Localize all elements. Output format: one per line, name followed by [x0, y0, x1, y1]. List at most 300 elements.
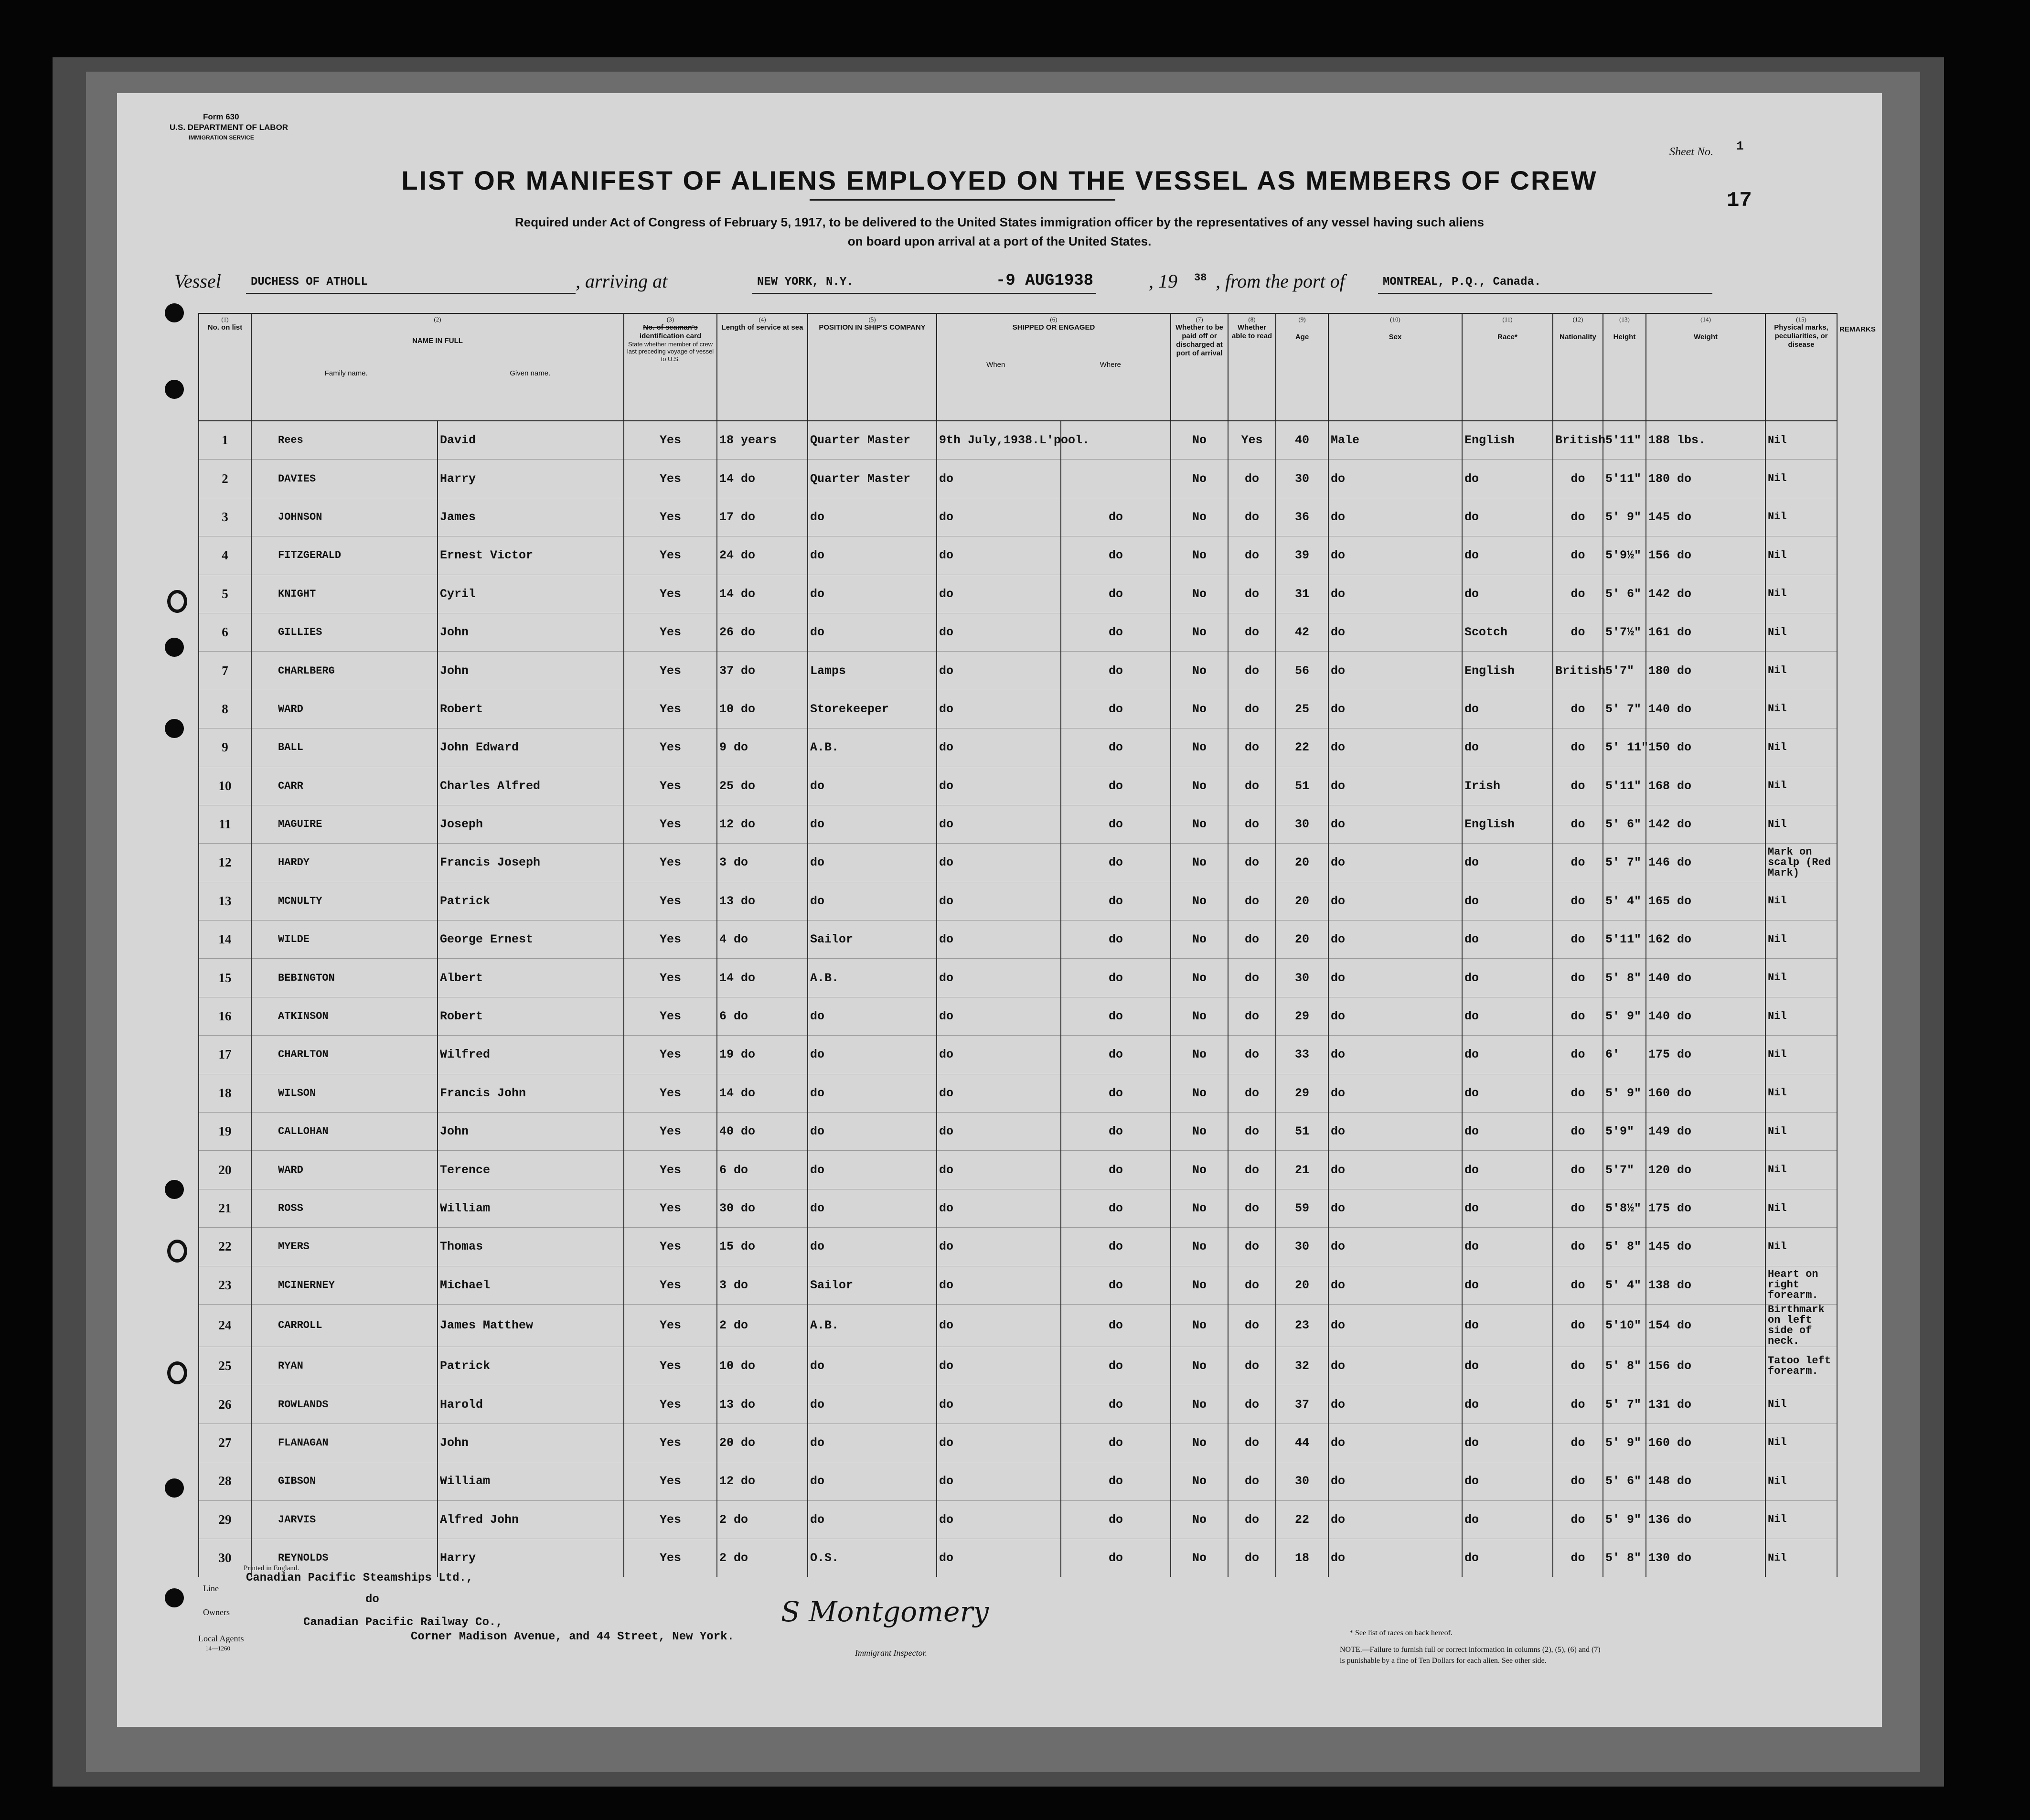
- family-name: CHARLBERG: [251, 652, 438, 690]
- punch-hole: [165, 380, 184, 399]
- age: 39: [1276, 536, 1328, 575]
- row-number: 4: [199, 536, 251, 575]
- family-name: MAGUIRE: [251, 805, 438, 843]
- family-name: WILDE: [251, 921, 438, 959]
- sheet-number: 1: [1736, 139, 1744, 153]
- weight: 120 do: [1646, 1151, 1765, 1189]
- col-race-header: (11) Race*: [1462, 313, 1553, 421]
- paid-off: No: [1171, 1266, 1228, 1304]
- given-name: Terence: [438, 1151, 624, 1189]
- family-name: ATKINSON: [251, 997, 438, 1035]
- age: 40: [1276, 421, 1328, 460]
- row-number: 6: [199, 613, 251, 651]
- given-name: John: [438, 613, 624, 651]
- height: 5' 4": [1603, 882, 1646, 920]
- physical-marks: Nil: [1765, 728, 1837, 767]
- shipped-when: do: [937, 1304, 1061, 1347]
- weight: 145 do: [1646, 1228, 1765, 1266]
- height: 5' 9": [1603, 1500, 1646, 1539]
- weight: 142 do: [1646, 575, 1765, 613]
- paid-off: No: [1171, 1113, 1228, 1151]
- page-title: LIST OR MANIFEST OF ALIENS EMPLOYED ON THE VESSEL AS MEMBERS OF CREW: [401, 165, 1598, 195]
- nationality: do: [1553, 1462, 1603, 1500]
- height: 5'11": [1603, 921, 1646, 959]
- sex: do: [1328, 921, 1462, 959]
- family-name: WARD: [251, 690, 438, 728]
- crew-row: [199, 498, 1837, 536]
- weight: 130 do: [1646, 1539, 1765, 1577]
- shipped-when: do: [937, 1228, 1061, 1266]
- position: do: [808, 1036, 937, 1074]
- seaman-card: Yes: [624, 959, 717, 997]
- able-to-read: do: [1228, 1036, 1276, 1074]
- crew-row: [199, 997, 1837, 1035]
- crew-row: [199, 421, 1837, 460]
- weight: 156 do: [1646, 1347, 1765, 1385]
- sex: do: [1328, 997, 1462, 1035]
- race: English: [1462, 421, 1553, 460]
- given-name: John: [438, 1113, 624, 1151]
- able-to-read: do: [1228, 997, 1276, 1035]
- age: 31: [1276, 575, 1328, 613]
- nationality: do: [1553, 498, 1603, 536]
- age: 30: [1276, 460, 1328, 498]
- shipped-when: do: [937, 536, 1061, 575]
- shipped-where: do: [1061, 652, 1171, 690]
- given-name: Harry: [438, 1539, 624, 1577]
- shipped-where: do: [1061, 1424, 1171, 1462]
- col-position-header: (5) POSITION IN SHIP'S COMPANY: [808, 313, 937, 421]
- physical-marks: Nil: [1765, 1036, 1837, 1074]
- shipped-when: do: [937, 959, 1061, 997]
- able-to-read: do: [1228, 1347, 1276, 1385]
- age: 23: [1276, 1304, 1328, 1347]
- length-of-service: 3 do: [717, 844, 808, 882]
- height: 5' 4": [1603, 1266, 1646, 1304]
- given-name: Alfred John: [438, 1500, 624, 1539]
- race: do: [1462, 921, 1553, 959]
- row-number: 5: [199, 575, 251, 613]
- paid-off: No: [1171, 1424, 1228, 1462]
- family-name: RYAN: [251, 1347, 438, 1385]
- inspector-label: Immigrant Inspector.: [855, 1648, 927, 1658]
- row-number: 15: [199, 959, 251, 997]
- age: 25: [1276, 690, 1328, 728]
- row-number: 26: [199, 1385, 251, 1424]
- position: do: [808, 997, 937, 1035]
- seaman-card: Yes: [624, 613, 717, 651]
- crew-row: [199, 1500, 1837, 1539]
- shipped-where: do: [1061, 805, 1171, 843]
- given-name-subheader: Given name.: [510, 369, 551, 377]
- nationality: do: [1553, 575, 1603, 613]
- race: do: [1462, 997, 1553, 1035]
- sex: do: [1328, 1266, 1462, 1304]
- physical-marks: Nil: [1765, 805, 1837, 843]
- height: 5' 8": [1603, 959, 1646, 997]
- position: do: [808, 1113, 937, 1151]
- seaman-card: Yes: [624, 1500, 717, 1539]
- weight: 165 do: [1646, 882, 1765, 920]
- line-value: Canadian Pacific Steamships Ltd.,: [246, 1572, 473, 1584]
- crew-row: [199, 1385, 1837, 1424]
- length-of-service: 25 do: [717, 767, 808, 805]
- race: do: [1462, 575, 1553, 613]
- form-reference: 14—1260: [205, 1645, 230, 1652]
- shipped-when: do: [937, 652, 1061, 690]
- age: 51: [1276, 1113, 1328, 1151]
- seaman-card: Yes: [624, 575, 717, 613]
- age: 37: [1276, 1385, 1328, 1424]
- position: do: [808, 767, 937, 805]
- nationality: do: [1553, 728, 1603, 767]
- crew-row: [199, 844, 1837, 882]
- crew-row: [199, 652, 1837, 690]
- col-sex-header: (10) Sex: [1328, 313, 1462, 421]
- paid-off: No: [1171, 536, 1228, 575]
- race: do: [1462, 1228, 1553, 1266]
- physical-marks: Birthmark on left side of neck.: [1765, 1304, 1837, 1347]
- col-read-header: (8) Whether able to read: [1228, 313, 1276, 421]
- seaman-card: Yes: [624, 498, 717, 536]
- weight: 161 do: [1646, 613, 1765, 651]
- physical-marks: Nil: [1765, 1385, 1837, 1424]
- age: 30: [1276, 805, 1328, 843]
- height: 5'7": [1603, 1151, 1646, 1189]
- length-of-service: 17 do: [717, 498, 808, 536]
- row-number: 27: [199, 1424, 251, 1462]
- physical-marks: Nil: [1765, 613, 1837, 651]
- race: do: [1462, 1074, 1553, 1112]
- physical-marks: Nil: [1765, 536, 1837, 575]
- family-name: HARDY: [251, 844, 438, 882]
- weight: 146 do: [1646, 844, 1765, 882]
- age: 22: [1276, 1500, 1328, 1539]
- seaman-card: Yes: [624, 1113, 717, 1151]
- able-to-read: Yes: [1228, 421, 1276, 460]
- crew-row: [199, 767, 1837, 805]
- able-to-read: do: [1228, 613, 1276, 651]
- punch-hole: [165, 1180, 184, 1199]
- owners-value: do: [365, 1593, 379, 1606]
- sex: do: [1328, 1036, 1462, 1074]
- able-to-read: do: [1228, 652, 1276, 690]
- crew-row: [199, 460, 1837, 498]
- family-name: ROWLANDS: [251, 1385, 438, 1424]
- able-to-read: do: [1228, 1151, 1276, 1189]
- sex: do: [1328, 536, 1462, 575]
- sex: do: [1328, 805, 1462, 843]
- race: do: [1462, 1462, 1553, 1500]
- nationality: do: [1553, 1424, 1603, 1462]
- seaman-card: Yes: [624, 1385, 717, 1424]
- sex: do: [1328, 728, 1462, 767]
- family-name: MCINERNEY: [251, 1266, 438, 1304]
- shipped-when: do: [937, 805, 1061, 843]
- col-weight-header: (14) Weight: [1646, 313, 1765, 421]
- family-name: WARD: [251, 1151, 438, 1189]
- weight: 162 do: [1646, 921, 1765, 959]
- crew-row: [199, 690, 1837, 728]
- paid-off: No: [1171, 997, 1228, 1035]
- age: 20: [1276, 921, 1328, 959]
- sex: do: [1328, 1462, 1462, 1500]
- shipped-when: do: [937, 1462, 1061, 1500]
- shipped-when: do: [937, 1385, 1061, 1424]
- punch-hole: [165, 719, 184, 738]
- position: Quarter Master: [808, 421, 937, 460]
- row-number: 29: [199, 1500, 251, 1539]
- length-of-service: 6 do: [717, 1151, 808, 1189]
- physical-marks: Nil: [1765, 421, 1837, 460]
- seaman-card: Yes: [624, 1228, 717, 1266]
- family-name: MCNULTY: [251, 882, 438, 920]
- weight: 180 do: [1646, 460, 1765, 498]
- sex: do: [1328, 690, 1462, 728]
- sex: do: [1328, 1539, 1462, 1577]
- sheet-label: Sheet No.: [1669, 146, 1713, 158]
- length-of-service: 14 do: [717, 1074, 808, 1112]
- printed-note: Printed in England.: [244, 1564, 299, 1572]
- shipped-when: do: [937, 575, 1061, 613]
- crew-rows: [199, 421, 1837, 1577]
- shipped-when: do: [937, 882, 1061, 920]
- weight: 140 do: [1646, 690, 1765, 728]
- family-name: CARR: [251, 767, 438, 805]
- physical-marks: Tatoo left forearm.: [1765, 1347, 1837, 1385]
- length-of-service: 14 do: [717, 460, 808, 498]
- family-name: KNIGHT: [251, 575, 438, 613]
- given-name: James: [438, 498, 624, 536]
- weight: 131 do: [1646, 1385, 1765, 1424]
- nationality: do: [1553, 1151, 1603, 1189]
- paid-off: No: [1171, 652, 1228, 690]
- race: do: [1462, 690, 1553, 728]
- subtitle-line-2: on board upon arrival at a port of the United States.: [847, 234, 1152, 248]
- shipped-when: do: [937, 844, 1061, 882]
- length-of-service: 10 do: [717, 1347, 808, 1385]
- family-name: CARROLL: [251, 1304, 438, 1347]
- weight: 145 do: [1646, 498, 1765, 536]
- position: do: [808, 1424, 937, 1462]
- nationality: do: [1553, 536, 1603, 575]
- paid-off: No: [1171, 1036, 1228, 1074]
- length-of-service: 6 do: [717, 997, 808, 1035]
- family-name: CALLOHAN: [251, 1113, 438, 1151]
- family-name: BEBINGTON: [251, 959, 438, 997]
- height: 5' 8": [1603, 1539, 1646, 1577]
- row-number: 28: [199, 1462, 251, 1500]
- paid-off: No: [1171, 921, 1228, 959]
- height: 5'7": [1603, 652, 1646, 690]
- shipped-where: do: [1061, 1266, 1171, 1304]
- height: 5'7½": [1603, 613, 1646, 651]
- race: do: [1462, 1266, 1553, 1304]
- physical-marks: Nil: [1765, 460, 1837, 498]
- age: 59: [1276, 1189, 1328, 1227]
- nationality: do: [1553, 1539, 1603, 1577]
- able-to-read: do: [1228, 460, 1276, 498]
- race: English: [1462, 805, 1553, 843]
- binder-ring: [167, 1361, 187, 1384]
- family-name: ROSS: [251, 1189, 438, 1227]
- age: 20: [1276, 1266, 1328, 1304]
- age: 42: [1276, 613, 1328, 651]
- height: 5' 6": [1603, 1462, 1646, 1500]
- position: do: [808, 1189, 937, 1227]
- nationality: British: [1553, 652, 1603, 690]
- physical-marks: Nil: [1765, 767, 1837, 805]
- shipped-where: do: [1061, 1189, 1171, 1227]
- given-name: George Ernest: [438, 921, 624, 959]
- able-to-read: do: [1228, 1113, 1276, 1151]
- vessel-name: DUCHESS OF ATHOLL: [251, 276, 368, 289]
- nationality: do: [1553, 1266, 1603, 1304]
- seaman-card: Yes: [624, 1266, 717, 1304]
- row-number: 30: [199, 1539, 251, 1577]
- length-of-service: 3 do: [717, 1266, 808, 1304]
- shipped-when: do: [937, 1189, 1061, 1227]
- crew-row: [199, 805, 1837, 843]
- shipped-when: do: [937, 498, 1061, 536]
- family-name: JARVIS: [251, 1500, 438, 1539]
- seaman-card: Yes: [624, 690, 717, 728]
- shipped-when: 9th July,1938.L'pool.: [937, 421, 1061, 460]
- punch-hole: [165, 638, 184, 657]
- given-name: Michael: [438, 1266, 624, 1304]
- position: do: [808, 1228, 937, 1266]
- row-number: 8: [199, 690, 251, 728]
- shipped-where: do: [1061, 921, 1171, 959]
- paid-off: No: [1171, 1151, 1228, 1189]
- shipped-where: do: [1061, 1500, 1171, 1539]
- col-shipped-header: (6) SHIPPED OR ENGAGED When Where: [937, 313, 1171, 421]
- age: 30: [1276, 1228, 1328, 1266]
- department-name: U.S. DEPARTMENT OF LABOR: [170, 123, 288, 132]
- height: 5' 9": [1603, 997, 1646, 1035]
- race: do: [1462, 1151, 1553, 1189]
- line-label: Line: [203, 1584, 219, 1593]
- able-to-read: do: [1228, 1189, 1276, 1227]
- agents-value: Canadian Pacific Railway Co.,: [303, 1616, 503, 1629]
- seaman-card: Yes: [624, 1539, 717, 1577]
- seaman-card: Yes: [624, 421, 717, 460]
- seaman-card: Yes: [624, 882, 717, 920]
- given-name: James Matthew: [438, 1304, 624, 1347]
- physical-marks: Nil: [1765, 1462, 1837, 1500]
- arriving-label: , arriving at: [576, 270, 668, 292]
- given-name: William: [438, 1462, 624, 1500]
- sex: do: [1328, 767, 1462, 805]
- seaman-card: Yes: [624, 1151, 717, 1189]
- race: do: [1462, 728, 1553, 767]
- row-number: 18: [199, 1074, 251, 1112]
- row-number: 21: [199, 1189, 251, 1227]
- shipped-where: do: [1061, 1385, 1171, 1424]
- length-of-service: 2 do: [717, 1539, 808, 1577]
- shipped-when: do: [937, 997, 1061, 1035]
- nationality: do: [1553, 921, 1603, 959]
- nationality: do: [1553, 460, 1603, 498]
- page-number: 17: [1727, 189, 1752, 213]
- seaman-card: Yes: [624, 1424, 717, 1462]
- seaman-card: Yes: [624, 997, 717, 1035]
- seaman-card: Yes: [624, 805, 717, 843]
- physical-marks: Nil: [1765, 1113, 1837, 1151]
- arrival-port: NEW YORK, N.Y.: [757, 276, 854, 289]
- age: 21: [1276, 1151, 1328, 1189]
- crew-row: [199, 1304, 1837, 1347]
- length-of-service: 10 do: [717, 690, 808, 728]
- col-name-header: (2) NAME IN FULL Family name. Given name.: [251, 313, 624, 421]
- nationality: do: [1553, 959, 1603, 997]
- penalty-note-1: NOTE.—Failure to furnish full or correct information in columns (2), (5), (6) and (7): [1340, 1646, 1601, 1654]
- sex: do: [1328, 460, 1462, 498]
- family-name-subheader: Family name.: [324, 369, 368, 377]
- able-to-read: do: [1228, 1500, 1276, 1539]
- crew-row: [199, 1424, 1837, 1462]
- able-to-read: do: [1228, 575, 1276, 613]
- weight: 160 do: [1646, 1074, 1765, 1112]
- nationality: do: [1553, 805, 1603, 843]
- age: 44: [1276, 1424, 1328, 1462]
- age: 51: [1276, 767, 1328, 805]
- race: do: [1462, 1036, 1553, 1074]
- nationality: do: [1553, 1036, 1603, 1074]
- race: do: [1462, 498, 1553, 536]
- shipped-when: do: [937, 1036, 1061, 1074]
- from-label: , from the port of: [1216, 270, 1345, 292]
- nationality: do: [1553, 1347, 1603, 1385]
- seaman-card: Yes: [624, 728, 717, 767]
- position: Quarter Master: [808, 460, 937, 498]
- length-of-service: 12 do: [717, 805, 808, 843]
- nationality: do: [1553, 1500, 1603, 1539]
- sex: do: [1328, 959, 1462, 997]
- able-to-read: do: [1228, 844, 1276, 882]
- able-to-read: do: [1228, 1462, 1276, 1500]
- crew-row: [199, 1189, 1837, 1227]
- family-name: GILLIES: [251, 613, 438, 651]
- title-underline: [810, 199, 1115, 201]
- age: 20: [1276, 844, 1328, 882]
- given-name: David: [438, 421, 624, 460]
- height: 5' 6": [1603, 575, 1646, 613]
- age: 20: [1276, 882, 1328, 920]
- nationality: do: [1553, 1189, 1603, 1227]
- shipped-when: do: [937, 767, 1061, 805]
- given-name: Harry: [438, 460, 624, 498]
- row-number: 20: [199, 1151, 251, 1189]
- punch-hole: [165, 1588, 184, 1607]
- seaman-card: Yes: [624, 921, 717, 959]
- nationality: do: [1553, 690, 1603, 728]
- given-name: John Edward: [438, 728, 624, 767]
- position: A.B.: [808, 728, 937, 767]
- family-name: DAVIES: [251, 460, 438, 498]
- row-number: 23: [199, 1266, 251, 1304]
- shipped-where: do: [1061, 844, 1171, 882]
- position: do: [808, 805, 937, 843]
- height: 5' 6": [1603, 805, 1646, 843]
- seaman-card: Yes: [624, 1347, 717, 1385]
- length-of-service: 4 do: [717, 921, 808, 959]
- crew-row: [199, 1266, 1837, 1304]
- race: do: [1462, 1385, 1553, 1424]
- height: 5'11": [1603, 460, 1646, 498]
- shipped-when: do: [937, 1151, 1061, 1189]
- race: do: [1462, 1304, 1553, 1347]
